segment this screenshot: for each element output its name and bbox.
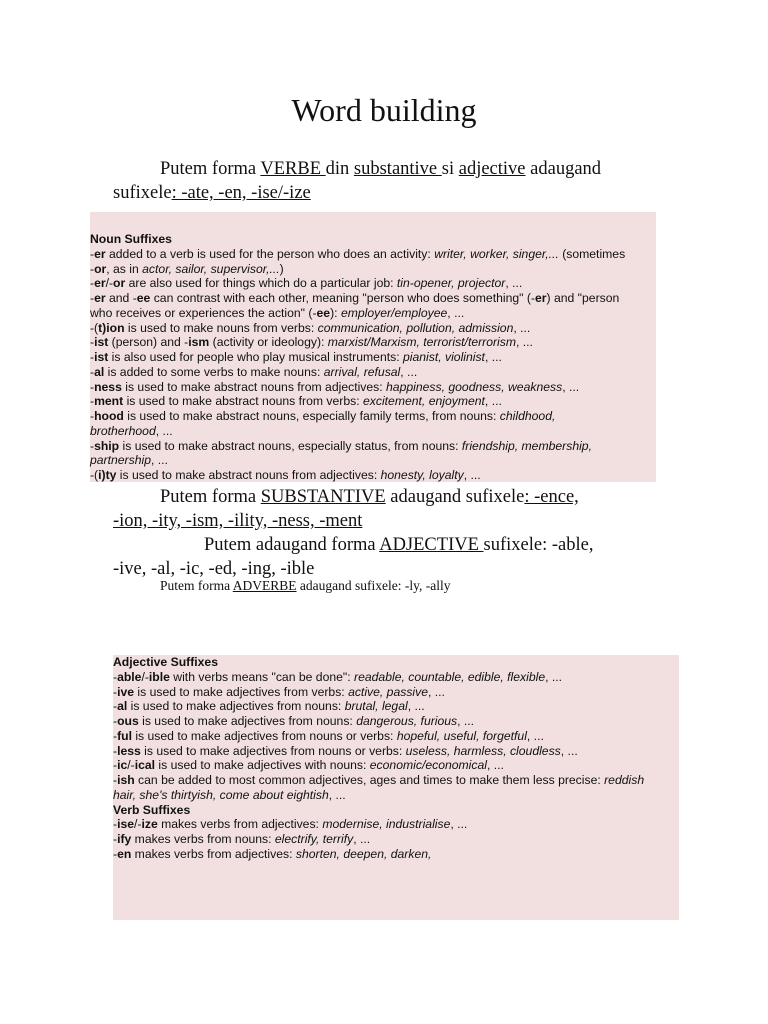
text-run: -	[90, 335, 95, 350]
suffix-line	[90, 262, 656, 277]
suffix-line	[90, 335, 656, 350]
text-run: -	[90, 364, 95, 379]
suffix-line	[90, 350, 656, 365]
text-run: ) and "person	[546, 291, 620, 305]
text-run: Putem forma	[160, 159, 261, 179]
suffix-term: ible	[148, 669, 170, 684]
text-run: , ...	[450, 817, 468, 832]
suffix-term: or	[113, 276, 126, 291]
text-run: , ...	[400, 364, 418, 379]
text-run: , ...	[486, 758, 504, 773]
suffix-term: ee	[316, 305, 331, 320]
suffix-term: ize	[141, 817, 158, 832]
text-run: , ...	[526, 728, 544, 743]
example-words: brotherhood	[90, 423, 156, 438]
text-run: (sometimes	[558, 246, 626, 261]
nouns-paragraph-line-1	[160, 485, 579, 509]
example-words: friendship, membership,	[461, 438, 592, 453]
text-run: -	[90, 291, 95, 305]
text-run: , ...	[428, 684, 445, 699]
suffix-line	[113, 714, 679, 729]
text-run: is used to make adjectives from nouns or verbs:	[140, 743, 406, 758]
text-run: -	[90, 350, 95, 364]
text-run: , ...	[457, 714, 475, 728]
suffix-term: er	[94, 276, 106, 291]
example-words: dangerous, furious	[356, 714, 458, 728]
page-title: Word building	[291, 92, 477, 128]
suffix-term: t)ion	[98, 320, 125, 335]
text-run: is used to make adjectives from nouns:	[127, 699, 345, 714]
suffix-term: less	[117, 743, 141, 758]
adjectives-paragraph-line-2: -ive, -al, -ic, -ed, -ing, -ible	[113, 559, 315, 579]
verb-suffixes-heading: Verb Suffixes	[113, 802, 191, 817]
example-words: communication, pollution, admission	[317, 320, 514, 335]
text-run: , as in	[106, 261, 143, 276]
suffix-term: er	[94, 291, 106, 305]
text-run: can be added to most common adjectives, ages and times to make them less precise:	[134, 773, 605, 787]
suffix-line	[90, 306, 656, 321]
suffix-line	[113, 729, 679, 744]
suffix-line	[113, 788, 679, 803]
text-run: -	[113, 669, 118, 684]
verb-suffix-list: : -ate, -en, -ise/-ize	[171, 183, 311, 203]
text-run: , ...	[560, 743, 578, 758]
text-run: -	[90, 276, 95, 291]
suffix-line	[90, 424, 656, 439]
example-words: brutal, legal	[344, 699, 408, 714]
text-run: -(	[90, 320, 99, 335]
example-words: childhood,	[499, 409, 556, 423]
suffix-line	[113, 773, 679, 788]
term-adverbe: ADVERBE	[232, 578, 297, 593]
suffix-term: er	[94, 246, 106, 261]
nouns-paragraph-line-2	[113, 509, 362, 533]
suffix-line	[90, 394, 656, 409]
text-run: is used to make abstract nouns from verbs:	[123, 394, 363, 409]
term-verbe: VERBE	[260, 159, 326, 179]
term-substantive: SUBSTANTIVE	[260, 487, 386, 507]
suffix-term: i)ty	[98, 468, 117, 482]
text-run: , ...	[407, 699, 425, 714]
text-run: makes verbs from adjectives:	[131, 846, 296, 861]
text-run: -	[90, 261, 95, 276]
term-adjective: ADJECTIVE	[379, 535, 484, 555]
text-run: (person) and -	[108, 335, 189, 350]
text-run: (activity or ideology):	[209, 335, 328, 350]
suffix-line	[113, 744, 679, 759]
verbs-paragraph-line-1	[160, 157, 601, 181]
text-run: /-	[141, 669, 149, 684]
text-run: /-	[134, 817, 142, 832]
adjective-verb-suffixes-box	[113, 655, 679, 920]
example-words: economic/economical	[369, 758, 487, 773]
text-run: -	[113, 832, 118, 846]
text-run: adaugand	[525, 159, 602, 179]
verbs-paragraph-line-2	[113, 181, 311, 205]
text-run: adaugand sufixele	[385, 487, 525, 507]
suffix-term: al	[117, 699, 128, 714]
suffix-term: ify	[117, 832, 132, 846]
example-words: hopeful, useful, forgetful	[396, 728, 527, 743]
verb-suffix-lines	[113, 817, 679, 861]
text-run: , ...	[516, 335, 533, 350]
example-words: pianist, violinist	[402, 350, 485, 364]
example-words: employer/employee	[340, 305, 448, 320]
text-run: si	[441, 159, 459, 179]
adjective-suffixes-heading: Adjective Suffixes	[113, 655, 218, 669]
suffix-line	[90, 380, 656, 395]
suffix-term: or	[94, 261, 107, 276]
text-run: makes verbs from nouns:	[131, 832, 275, 846]
text-run: din	[325, 159, 354, 179]
example-words: writer, worker, singer,...	[434, 246, 559, 261]
text-run: /-	[127, 758, 135, 773]
example-words: partnership	[90, 453, 151, 468]
text-run: , ...	[562, 379, 580, 394]
text-run: /-	[105, 276, 114, 291]
noun-suffixes-box	[90, 212, 656, 482]
text-run: -	[113, 728, 118, 743]
text-run: -	[90, 246, 95, 261]
text-run: are also used for things which do a particular job:	[125, 276, 397, 291]
text-run: -	[113, 743, 118, 758]
example-words: hair, she's thirtyish, come about eightish	[113, 787, 329, 802]
adverbs-paragraph	[160, 578, 450, 594]
text-run: -	[90, 394, 95, 409]
text-run: -	[90, 438, 95, 453]
example-words: modernise, industrialise	[322, 817, 451, 832]
text-run: makes verbs from adjectives:	[157, 817, 323, 832]
text-run: -	[90, 379, 95, 394]
example-words: electrify, terrify	[274, 832, 354, 846]
suffix-line	[90, 468, 656, 483]
text-run: -	[113, 817, 118, 832]
noun-suffix-list: : -ence,	[524, 487, 579, 507]
text-run: )	[279, 261, 284, 276]
text-run: , ...	[484, 350, 502, 364]
suffix-line	[113, 847, 679, 862]
text-run: with verbs means "can be done":	[169, 669, 355, 684]
suffix-term: ment	[94, 394, 124, 409]
suffix-line	[113, 699, 679, 714]
suffix-term: hood	[94, 409, 124, 423]
suffix-term: able	[117, 669, 142, 684]
text-run: , ...	[463, 468, 481, 482]
suffix-term: ness	[94, 379, 122, 394]
text-run: added to a verb is used for the person who does an activity:	[105, 246, 435, 261]
text-run: Putem adaugand forma	[204, 535, 380, 555]
noun-suffix-list: -ion, -ity, -ism, -ility, -ness, -ment	[113, 511, 363, 531]
suffix-term: ship	[94, 438, 120, 453]
suffix-line	[90, 276, 656, 291]
suffix-term: ise	[117, 817, 135, 832]
suffix-term: ish	[117, 773, 135, 787]
suffix-line	[90, 247, 656, 262]
text-run: is used to make abstract nouns, especially family terms, from nouns:	[123, 409, 500, 423]
text-run: and -	[105, 291, 137, 305]
adjectives-paragraph-line-1	[204, 533, 593, 557]
text-run: is also used for people who play musical instruments:	[108, 350, 403, 364]
suffix-line	[90, 365, 656, 380]
suffix-term: ism	[188, 335, 210, 350]
suffix-line	[90, 291, 656, 306]
text-run: -	[113, 714, 118, 728]
text-run: , ...	[484, 394, 502, 409]
text-run: -	[113, 684, 118, 699]
suffix-term: ist	[94, 335, 109, 350]
suffix-term: ic	[117, 758, 128, 773]
suffix-term: ful	[117, 728, 132, 743]
example-words: tin-opener, projector	[396, 276, 506, 291]
text-run: , ...	[447, 305, 465, 320]
text-run: is used to make abstract nouns from adjectives:	[116, 468, 381, 482]
suffix-term: en	[117, 846, 132, 861]
suffix-line	[113, 685, 679, 700]
example-words: shorten, deepen, darken,	[295, 846, 432, 861]
term-substantive: substantive	[353, 159, 442, 179]
suffix-term: ical	[134, 758, 156, 773]
text-run: is added to some verbs to make nouns:	[104, 364, 324, 379]
text-run: -	[113, 846, 118, 861]
example-words: honesty, loyalty	[380, 468, 464, 482]
text-run: is used to make abstract nouns, especially status, from nouns:	[119, 438, 462, 453]
text-run: , ...	[150, 453, 168, 468]
text-run: is used to make adjectives from nouns or verbs:	[131, 728, 397, 743]
text-run: is used to make adjectives with nouns:	[155, 758, 370, 773]
example-words: reddish	[604, 773, 645, 787]
suffix-term: ous	[117, 714, 139, 728]
text-run: -	[113, 758, 118, 773]
text-run: , ...	[353, 832, 371, 846]
example-words: excitement, enjoyment	[362, 394, 485, 409]
suffix-line	[113, 670, 679, 685]
text-run: -	[113, 773, 118, 787]
suffix-line	[113, 758, 679, 773]
suffix-line	[90, 453, 656, 468]
suffix-term: er	[534, 291, 547, 305]
text-run: -(	[90, 468, 99, 482]
text-run: is used to make nouns from verbs:	[124, 320, 318, 335]
text-run: is used to make adjectives from nouns:	[138, 714, 357, 728]
suffix-term: al	[94, 364, 105, 379]
text-run: is used to make abstract nouns from adjectives:	[121, 379, 387, 394]
text-run: who receives or experiences the action" (-	[90, 305, 317, 320]
suffix-term: ive	[117, 684, 135, 699]
text-run: , ...	[513, 320, 531, 335]
text-run: -	[90, 409, 95, 423]
text-run: , ...	[545, 669, 563, 684]
example-words: arrival, refusal	[323, 364, 401, 379]
example-words: readable, countable, edible, flexible	[354, 669, 546, 684]
text-run: ):	[330, 305, 341, 320]
text-run: -	[113, 699, 118, 714]
adjective-suffix-lines	[113, 670, 679, 803]
text-run: sufixele	[113, 183, 172, 203]
term-adjective: adjective	[458, 159, 526, 179]
example-words: useless, harmless, cloudless	[405, 743, 561, 758]
text-run: Putem forma	[160, 487, 261, 507]
text-run: , ...	[328, 787, 346, 802]
example-words: active, passive	[348, 684, 428, 699]
text-run: adaugand sufixele: -ly, -ally	[296, 578, 451, 593]
text-run: can contrast with each other, meaning "person who does something" (-	[150, 291, 535, 305]
noun-suffix-lines	[90, 247, 656, 483]
suffix-line	[90, 439, 656, 454]
suffix-term: ee	[136, 291, 151, 305]
text-run: is used to make adjectives from verbs:	[134, 684, 349, 699]
suffix-term: ist	[94, 350, 109, 364]
example-words: happiness, goodness, weakness	[386, 379, 563, 394]
text-run: Putem forma	[160, 578, 233, 593]
text-run: sufixele: -able,	[483, 535, 594, 555]
suffix-line	[90, 321, 656, 336]
text-run: , ...	[505, 276, 523, 291]
suffix-line	[113, 817, 679, 832]
suffix-line	[90, 409, 656, 424]
example-words: actor, sailor, supervisor,...	[142, 261, 280, 276]
suffix-line	[113, 832, 679, 847]
example-words: marxist/Marxism, terrorist/terrorism	[327, 335, 517, 350]
text-run: , ...	[155, 423, 173, 438]
noun-suffixes-heading: Noun Suffixes	[90, 232, 172, 246]
